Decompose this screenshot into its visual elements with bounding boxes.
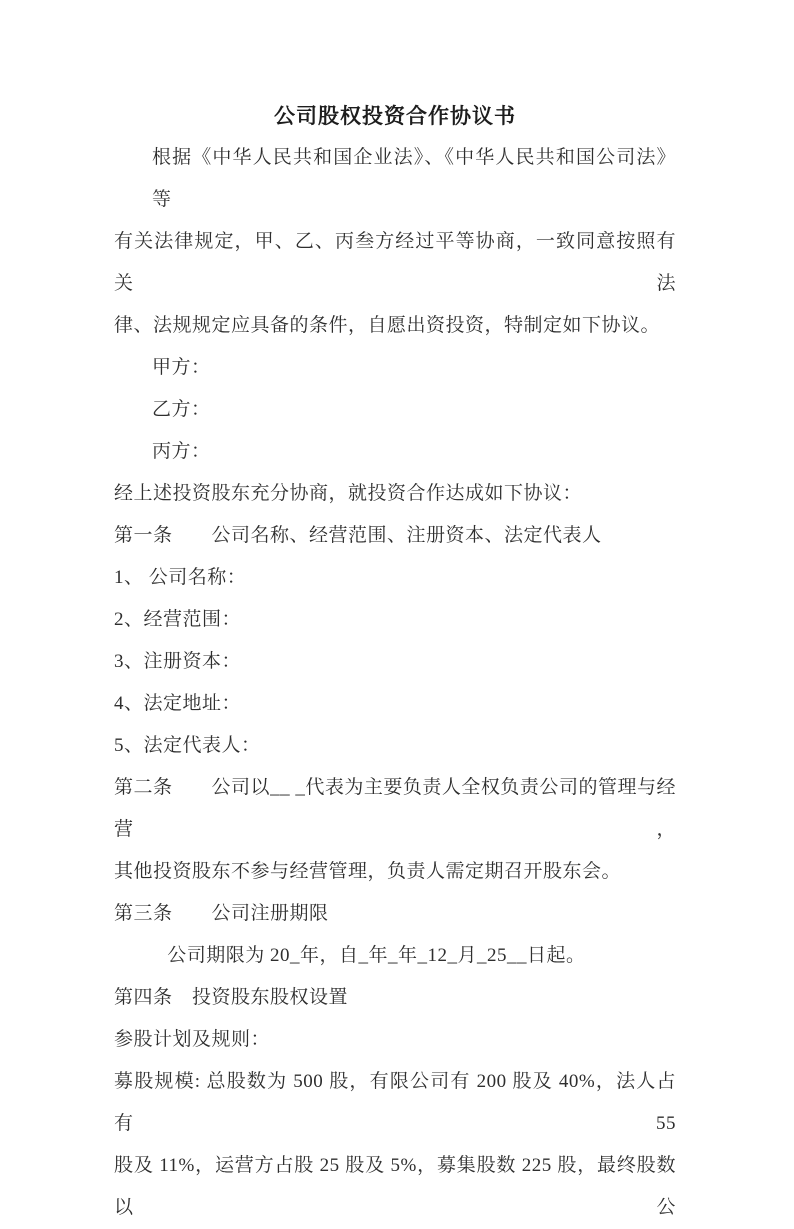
document-line: 公司期限为 20_年，自_年_年_12_月_25__日起。 <box>167 945 586 966</box>
document-line: 经上述投资股东充分协商，就投资合作达成如下协议： <box>114 483 583 504</box>
document-line: 4、法定地址： <box>114 693 242 714</box>
document-line: 有关法律规定，甲、乙、丙叁方经过平等协商，一致同意按照有关法 <box>114 231 676 294</box>
document-line: 甲方： <box>152 357 211 378</box>
document-title: 公司股权投资合作协议书 <box>274 104 516 128</box>
document-line: 根据《中华人民共和国企业法》、《中华人民共和国公司法》等 <box>152 147 676 210</box>
document-line: 募股规模: 总股数为 500 股，有限公司有 200 股及 40%，法人占有 55 <box>114 1071 676 1134</box>
document-line: 第一条 公司名称、经营范围、注册资本、法定代表人 <box>114 525 602 546</box>
document-line: 乙方： <box>152 399 211 420</box>
document-line: 1、 公司名称： <box>114 567 247 588</box>
document-line: 丙方： <box>152 441 211 462</box>
document-line: 第四条 投资股东股权设置 <box>114 987 349 1008</box>
document-line: 律、法规规定应具备的条件，自愿出资投资，特制定如下协议。 <box>114 315 661 336</box>
document-line: 第二条 公司以__ _代表为主要负责人全权负责公司的管理与经营， <box>114 777 676 840</box>
document-line: 3、注册资本： <box>114 651 242 672</box>
document-line: 5、法定代表人： <box>114 735 261 756</box>
document-body <box>114 137 676 1229</box>
document-line: 股及 11%，运营方占股 25 股及 5%，募集股数 225 股，最终股数以公 <box>114 1155 676 1218</box>
document-line: 第三条 公司注册期限 <box>114 903 329 924</box>
document-line: 其他投资股东不参与经营管理，负责人需定期召开股东会。 <box>114 861 622 882</box>
document-line: 2、经营范围： <box>114 609 242 630</box>
document-line: 参股计划及规则： <box>114 1029 271 1050</box>
